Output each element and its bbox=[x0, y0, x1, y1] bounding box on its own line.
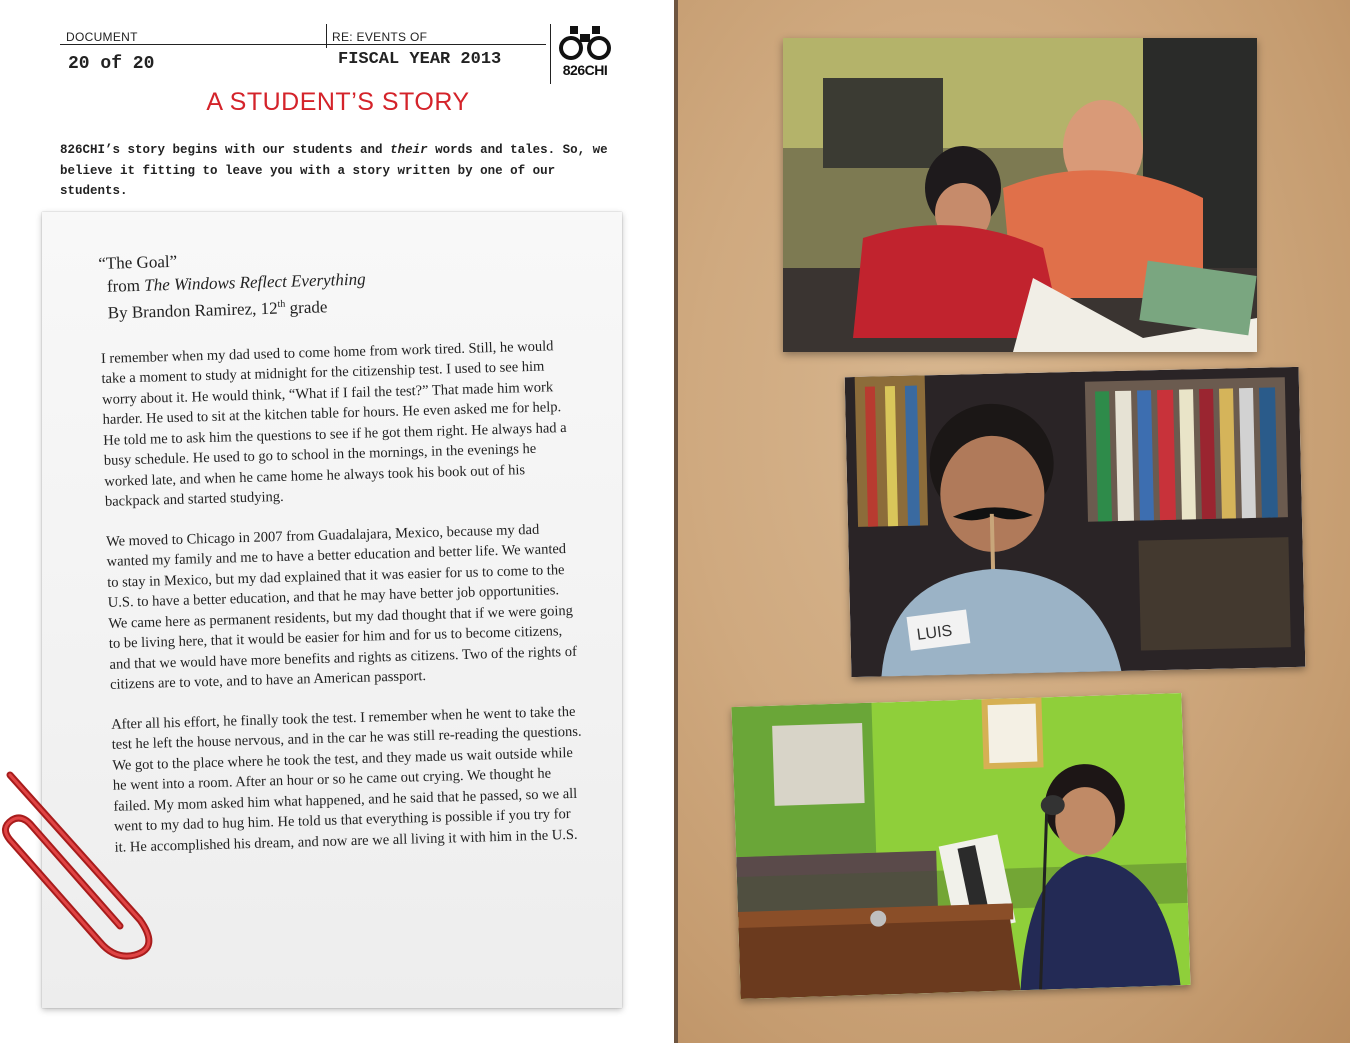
story-source: from The Windows Reflect Everything bbox=[106, 269, 366, 296]
paperclip-icon bbox=[0, 770, 170, 960]
story-text bbox=[98, 239, 585, 858]
page-indicator: 20 of 20 bbox=[68, 54, 155, 74]
intro-paragraph: 826CHI’s story begins with our students and their words and tales. So, we believe it fitting to leave you with a story written by one of our students. bbox=[60, 143, 608, 198]
header-rule bbox=[60, 44, 546, 45]
story-paragraph: We moved to Chicago in 2007 from Guadalajara, Mexico, because my dad wanted my family and me to have a better education and better life. We wanted to stay in Mexico, but my dad explained that it was easier for us to come to the U.S. to have a better education, and that he may have better job opportunities. We came here as permanent residents, but my dad thought that if we were going to be living here, that it would be easier for him and for us to become citizens, and that we would have more benefits and rights as citizens. Two of the rights of citizens are to vote, and to have an American passport. bbox=[105, 521, 578, 693]
right-page bbox=[678, 0, 1350, 1043]
story-paragraph: After all his effort, he finally took the test. I remember when he went to take the test he left the house nervous, and in the car he was still re-reading the questions. We got to the place where he took the test, and they made us wait outside while he went into a room. After an hour or so he came out crying. We thought he failed. My mom asked him what happened, and he said that he passed, so we all went to my dad to hug him. He told us that everything is possible if you try for it. He accomplished his dream, and now are we all living it with him in the U.S. bbox=[110, 703, 582, 856]
binoculars-logo-icon bbox=[556, 24, 616, 84]
page-title: A STUDENT’S STORY bbox=[206, 88, 470, 116]
story-paragraph: I remember when my dad used to come home from work tired. Still, he would take a moment to study at midnight for the citizenship test. I used to see him worry about it. He would think, “What if I fail the test?” That made him work harder. He used to sit at the kitchen table for hours. He even asked me for help. He told me to ask him the questions to see if he got them right. He always had a busy schedule. He used to go to school in the mornings, in the evenings he worked late, and when he came home he always took his book out of his backpack and started studying. bbox=[100, 337, 567, 511]
re-label: RE: EVENTS OF bbox=[332, 30, 428, 44]
photo-boy-with-mustache bbox=[845, 367, 1306, 677]
fiscal-year: FISCAL YEAR 2013 bbox=[338, 50, 502, 69]
document-header bbox=[60, 24, 620, 84]
logo-divider bbox=[550, 24, 551, 84]
name-tag-text: LUIS bbox=[915, 622, 954, 644]
document-label: DOCUMENT bbox=[66, 30, 138, 44]
photo-girl-reading bbox=[732, 693, 1191, 999]
story-title: “The Goal” bbox=[98, 251, 178, 273]
photo-tutor-with-student bbox=[783, 38, 1257, 352]
logo-text: 826CHI bbox=[562, 62, 608, 78]
story-author: By Brandon Ramirez, 12th grade bbox=[107, 297, 328, 323]
book-title: The Windows Reflect Everything bbox=[143, 269, 366, 295]
